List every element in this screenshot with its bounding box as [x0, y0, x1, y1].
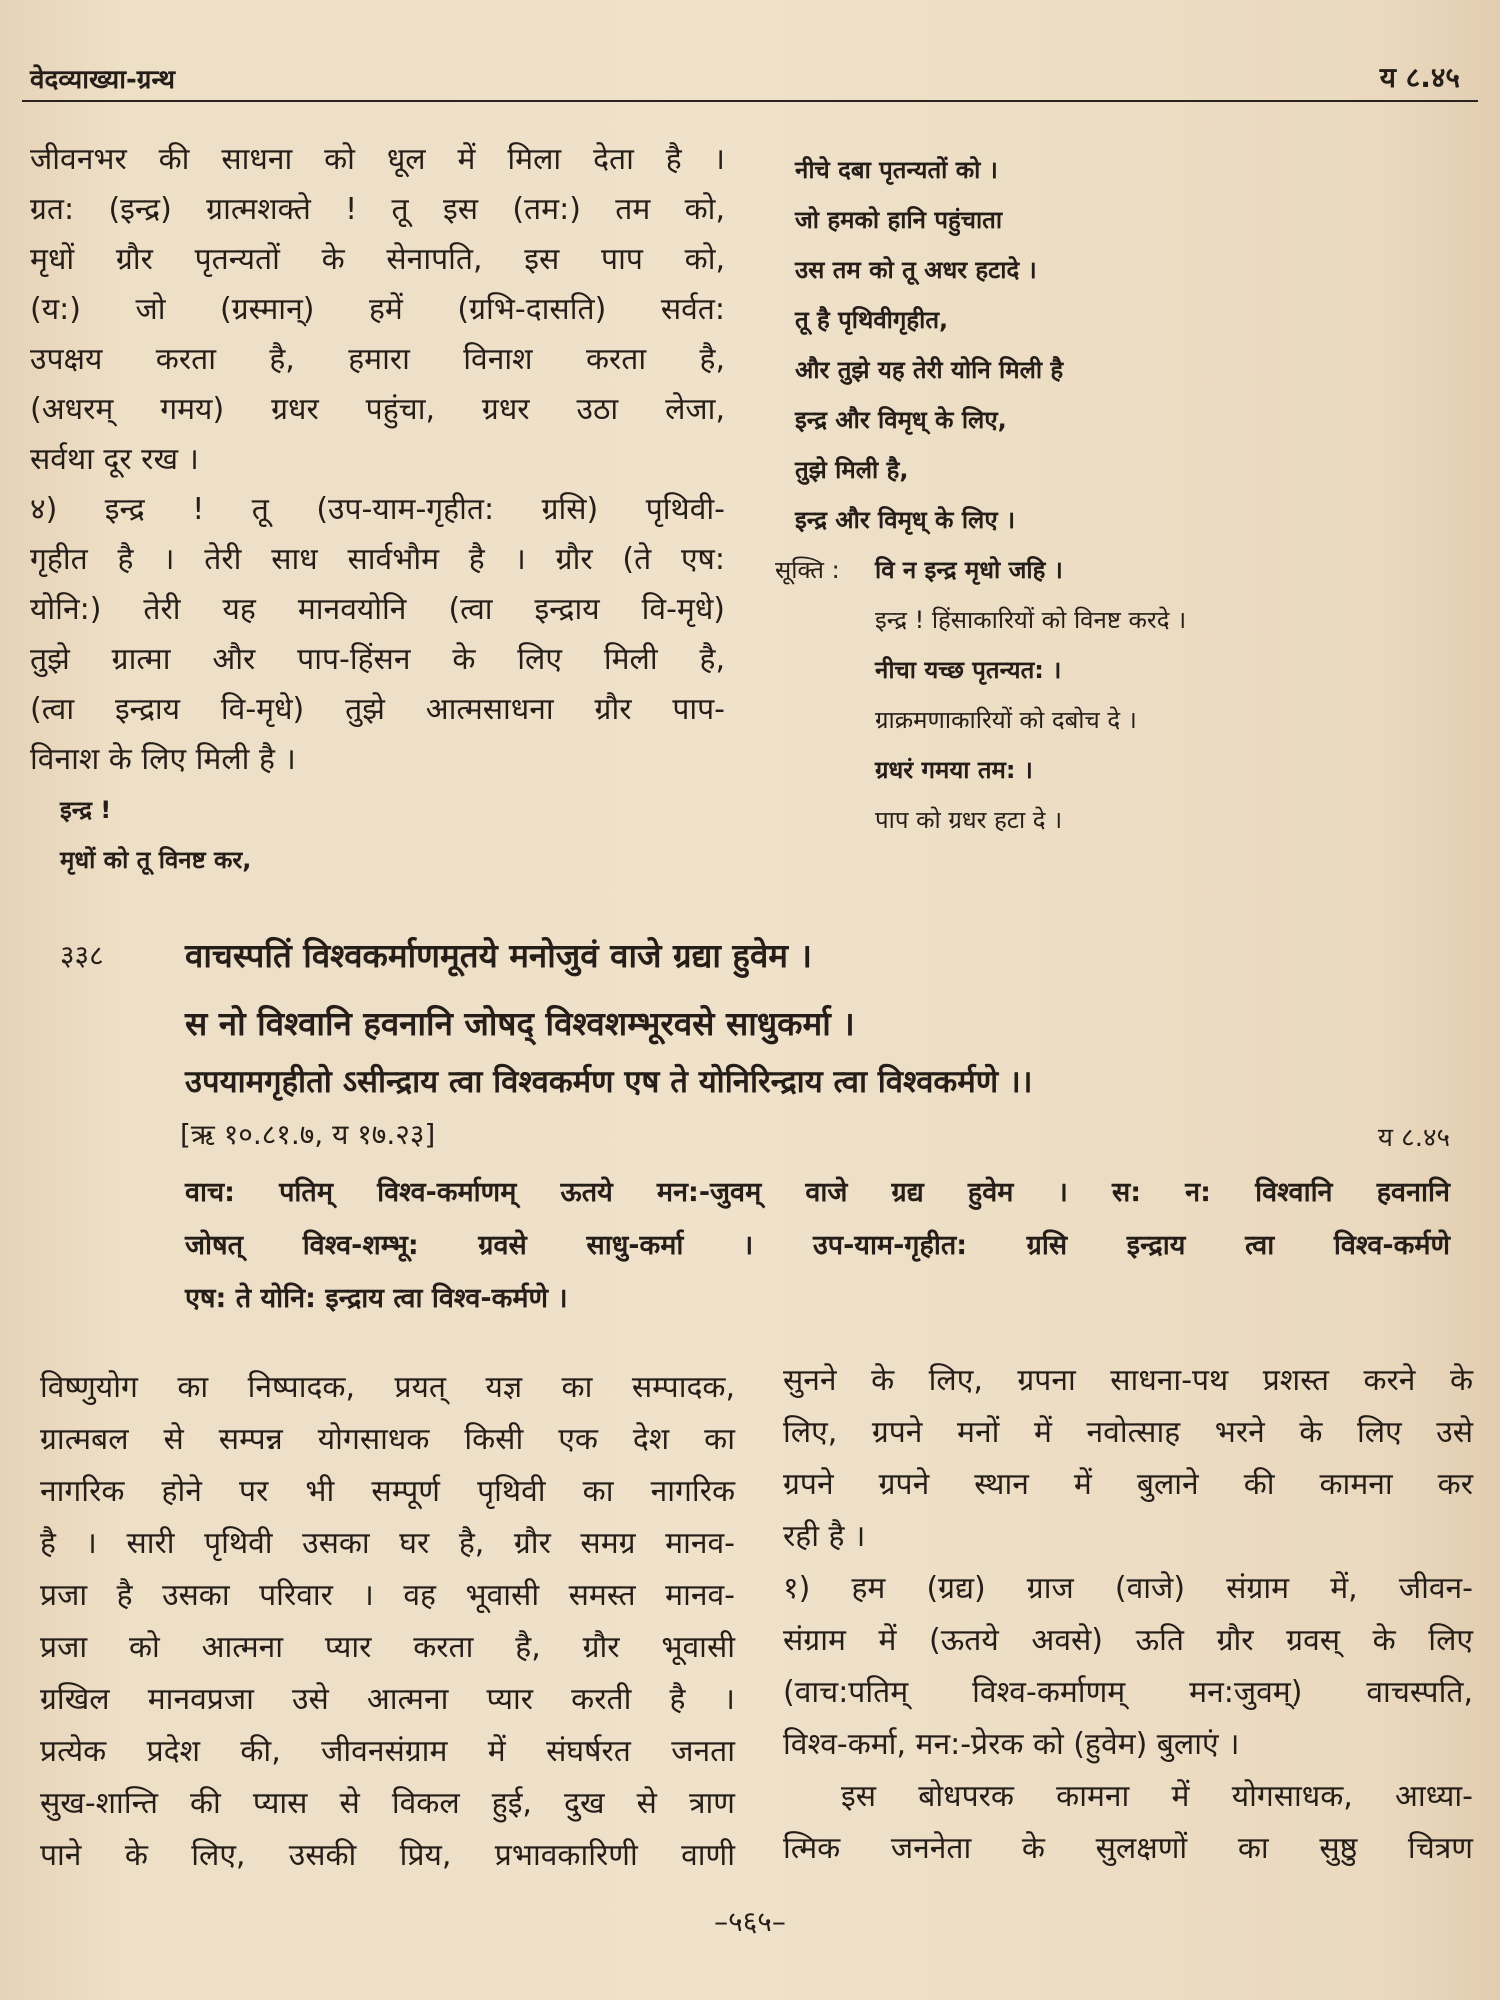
text-line: (य:) जो (ग्रस्मान्) हमें (ग्रभि-दासति) सर्वत:: [30, 292, 725, 327]
text-line: त्मिक जननेता के सुलक्षणों का सुष्ठु चित्रण: [783, 1831, 1473, 1866]
mantra-reference-right: य ८.४५: [1377, 1123, 1450, 1153]
text-line: विनाश के लिए मिली है ।: [30, 742, 296, 777]
text-line: प्रजा है उसका परिवार । वह भूवासी समस्त मानव-: [40, 1578, 735, 1613]
mantra-line: उपयामगृहीतो ऽसीन्द्राय त्वा विश्वकर्मण एष ते योनिरिन्द्राय त्वा विश्वकर्मणे ।।: [185, 1064, 1033, 1100]
text-line: सुनने के लिए, ग्रपना साधना-पथ प्रशस्त करने के: [783, 1363, 1473, 1398]
verse-line: जो हमको हानि पहुंचाता: [795, 206, 1003, 234]
verse-line: उस तम को तू अधर हटादे ।: [795, 256, 1037, 284]
text-line: (अधरम् गमय) ग्रधर पहुंचा, ग्रधर उठा लेजा,: [30, 392, 725, 427]
padapatha-line: एष: ते योनि: इन्द्राय त्वा विश्व-कर्मणे ।: [185, 1283, 568, 1314]
text-line: विष्णुयोग का निष्पादक, प्रयत् यज्ञ का सम्पादक,: [40, 1370, 735, 1405]
running-header-reference: य ८.४५: [1379, 61, 1460, 94]
sukti-meaning: ग्राक्रमणाकारियों को दबोच दे ।: [875, 706, 1137, 734]
text-line: विश्व-कर्मा, मन:-प्रेरक को (हुवेम) बुलाएं ।: [783, 1727, 1240, 1762]
text-line: पाने के लिए, उसकी प्रिय, प्रभावकारिणी वाणी: [40, 1838, 735, 1873]
verse-line: और तुझे यह तेरी योनि मिली है: [795, 356, 1064, 384]
sukti-line: वि न इन्द्र मृधो जहि ।: [875, 556, 1063, 584]
text-line: ग्रात्मबल से सम्पन्न योगसाधक किसी एक देश का: [40, 1422, 735, 1457]
sukti-line: ग्रधरं गमया तम: ।: [875, 756, 1033, 784]
header-rule: [22, 100, 1478, 102]
page-number: –५६५–: [714, 1905, 786, 1938]
text-line: तुझे ग्रात्मा और पाप-हिंसन के लिए मिली है,: [30, 642, 725, 677]
mantra-reference: [ऋ १०.८१.७, य १७.२३]: [180, 1118, 436, 1151]
verse-line: इन्द्र !: [60, 796, 112, 824]
sukti-meaning: पाप को ग्रधर हटा दे ।: [875, 806, 1063, 834]
text-line: गृहीत है । तेरी साध सार्वभौम है । ग्रौर (ते एष:: [30, 542, 725, 577]
text-line: ग्रखिल मानवप्रजा उसे आत्मना प्यार करती है ।: [40, 1682, 735, 1717]
verse-line: तू है पृथिवीगृहीत,: [795, 306, 949, 334]
text-line: मृधों ग्रौर पृतन्यतों के सेनापति, इस पाप को,: [30, 242, 725, 277]
text-line: १) हम (ग्रद्य) ग्राज (वाजे) संग्राम में, जीवन-: [783, 1571, 1473, 1606]
top-right-column: [775, 145, 1455, 845]
text-line: प्रत्येक प्रदेश की, जीवनसंग्राम में संघर्षरत जनता: [40, 1734, 735, 1769]
sukti-line: नीचा यच्छ पृतन्यत: ।: [875, 656, 1062, 684]
sukti-label: सूक्ति :: [775, 556, 840, 584]
mantra-number: ३३८: [60, 939, 104, 972]
text-line: जीवनभर की साधना को धूल में मिला देता है ।: [30, 142, 725, 177]
verse-line: मृधों को तू विनष्ट कर,: [60, 846, 252, 874]
text-line: है । सारी पृथिवी उसका घर है, ग्रौर समग्र मानव-: [40, 1526, 735, 1561]
text-line: इस बोधपरक कामना में योगसाधक, आध्या-: [841, 1779, 1473, 1814]
text-line: प्रजा को आत्मना प्यार करता है, ग्रौर भूवासी: [40, 1630, 735, 1665]
text-line: नागरिक होने पर भी सम्पूर्ण पृथिवी का नागरिक: [40, 1474, 735, 1509]
top-left-column: [30, 135, 725, 885]
verse-line: तुझे मिली है,: [795, 456, 909, 484]
text-line: (वाच:पतिम् विश्व-कर्माणम् मन:जुवम्) वाचस्पति,: [783, 1675, 1473, 1710]
verse-line: इन्द्र और विमृध् के लिए ।: [795, 506, 1016, 534]
running-header-title: वेदव्याख्या-ग्रन्थ: [30, 65, 176, 95]
text-line: (त्वा इन्द्राय वि-मृधे) तुझे आत्मसाधना ग्रौर पाप-: [30, 692, 725, 727]
padapatha-line: वाच: पतिम् विश्व-कर्माणम् ऊतये मन:-जुवम् वाजे ग्रद्य हुवेम । स: न: विश्वानि हवनानि: [185, 1177, 1450, 1208]
text-line: रही है ।: [783, 1519, 866, 1554]
verse-line: इन्द्र और विमृध् के लिए,: [795, 406, 1007, 434]
text-line: सर्वथा दूर रख ।: [30, 442, 199, 477]
text-line: सुख-शान्ति की प्यास से विकल हुई, दुख से त्राण: [40, 1786, 735, 1821]
text-line: उपक्षय करता है, हमारा विनाश करता है,: [30, 342, 725, 377]
text-line: ग्रपने ग्रपने स्थान में बुलाने की कामना कर: [783, 1467, 1473, 1502]
sukti-meaning: इन्द्र ! हिंसाकारियों को विनष्ट करदे ।: [875, 606, 1187, 634]
bottom-left-column: [40, 1362, 735, 1882]
text-line: ग्रत: (इन्द्र) ग्रात्मशक्ते ! तू इस (तम:) तम को,: [30, 192, 725, 227]
mantra-line: स नो विश्वानि हवनानि जोषद् विश्वशम्भूरवसे साधुकर्मा ।: [185, 1004, 855, 1043]
bottom-right-column: [783, 1355, 1473, 1875]
sukti-row: [775, 545, 1455, 595]
text-line: योनि:) तेरी यह मानवयोनि (त्वा इन्द्राय वि-मृधे): [30, 592, 725, 627]
text-line: संग्राम में (ऊतये अवसे) ऊति ग्रौर ग्रवस् के लिए: [783, 1623, 1473, 1658]
padapatha-line: जोषत् विश्व-शम्भू: ग्रवसे साधु-कर्मा । उप-याम-गृहीत: ग्रसि इन्द्राय त्वा विश्व-कर्मणे: [185, 1230, 1450, 1261]
text-line: ४) इन्द्र ! तू (उप-याम-गृहीत: ग्रसि) पृथिवी-: [30, 492, 725, 527]
verse-line: नीचे दबा पृतन्यतों को ।: [795, 156, 998, 184]
text-line: लिए, ग्रपने मनों में नवोत्साह भरने के लिए उसे: [783, 1415, 1473, 1450]
mantra-line: वाचस्पतिं विश्वकर्माणमूतये मनोजुवं वाजे ग्रद्या हुवेम ।: [185, 936, 813, 975]
